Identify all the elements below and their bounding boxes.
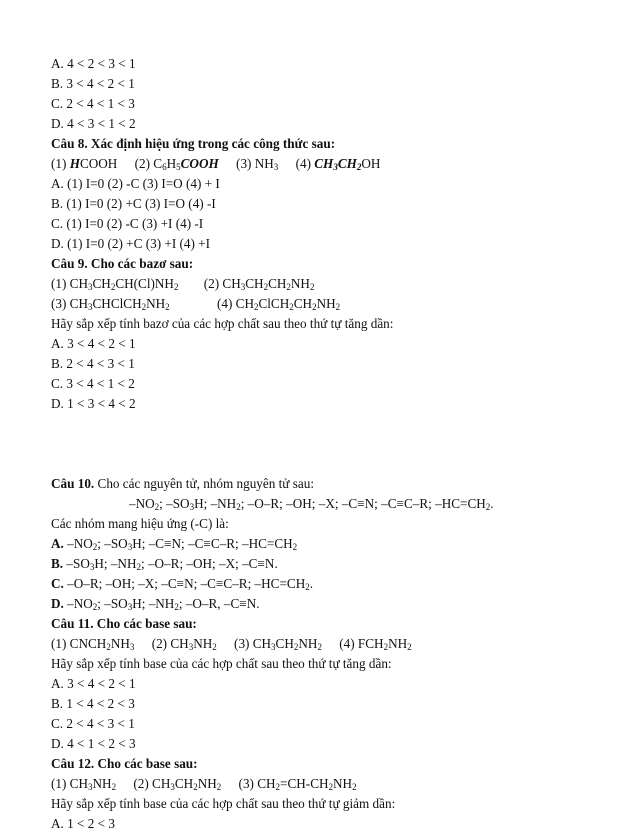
- q10-option-d: D. $-NO_2$; $-SO_3H$; $-NH_2$; –O–R, –C≡N.: [51, 596, 260, 612]
- prev-option-a: A. 4 < 2 < 3 < 1: [51, 56, 136, 71]
- q10-option-a: A. $-NO_2$; $-SO_3H$; –C≡N; –C≡C–R; $-HC=CH_2$: [51, 536, 298, 552]
- q11-option-c: C. 2 < 4 < 3 < 1: [51, 716, 135, 731]
- q11-prompt: Hãy sắp xếp tính base của các hợp chất sau theo thứ tự tăng dần:: [51, 656, 392, 671]
- q11-option-d: D. 4 < 1 < 2 < 3: [51, 736, 136, 751]
- q10-option-b: B. $-SO_3H$; $-NH_2$; –O–R; –OH; –X; –C≡N.: [51, 556, 278, 572]
- q9-option-d: D. 1 < 3 < 4 < 2: [51, 396, 136, 411]
- q9-compounds-row2: (3) $CH_3CHClCH_2NH_2$ (4) $CH_2ClCH_2CH_2NH_2$: [51, 296, 341, 312]
- prev-option-b: B. 3 < 4 < 2 < 1: [51, 76, 135, 91]
- prev-option-d: D. 4 < 3 < 1 < 2: [51, 116, 136, 131]
- q9-option-b: B. 2 < 4 < 3 < 1: [51, 356, 135, 371]
- q10-title: Câu 10. Cho các nguyên tử, nhóm nguyên tử sau:: [51, 476, 314, 491]
- q8-option-b: B. (1) I=0 (2) +C (3) I=O (4) -I: [51, 196, 216, 211]
- q12-compounds: (1) $CH_3NH_2$ (2) $CH_3CH_2NH_2$ (3) $CH_2=CH-CH_2NH_2$: [51, 776, 357, 792]
- q8-option-d: D. (1) I=0 (2) +C (3) +I (4) +I: [51, 236, 211, 251]
- q12-prompt: Hãy sắp xếp tính base của các hợp chất sau theo thứ tự giảm dần:: [51, 796, 396, 811]
- q9-option-a: A. 3 < 4 < 2 < 1: [51, 336, 136, 351]
- q12-option-a: A. 1 < 2 < 3: [51, 816, 115, 831]
- q8-option-a: A. (1) I=0 (2) -C (3) I=O (4) + I: [51, 176, 220, 191]
- q11-compounds: (1) $CNCH_2NH_3$ (2) $CH_3NH_2$ (3) $CH_3CH_2NH_2$ (4) $FCH_2NH_2$: [51, 636, 412, 652]
- q10-option-c: C. –O–R; –OH; –X; –C≡N; –C≡C–R; $-HC=CH_2$.: [51, 576, 314, 592]
- q9-prompt: Hãy sắp xếp tính bazơ của các hợp chất sau theo thứ tự tăng dần:: [51, 316, 394, 331]
- q11-option-b: B. 1 < 4 < 2 < 3: [51, 696, 135, 711]
- q10-prompt: Các nhóm mang hiệu ứng (-C) là:: [51, 516, 229, 531]
- q12-title: Câu 12. Cho các base sau:: [51, 756, 198, 771]
- q9-compounds-row1: (1) $CH_3CH_2CH(Cl)NH_2$ (2) $CH_3CH_2CH_2NH_2$: [51, 276, 315, 292]
- q11-option-a: A. 3 < 4 < 2 < 1: [51, 676, 136, 691]
- q9-title: Câu 9. Cho các bazơ sau:: [51, 256, 194, 271]
- q9-option-c: C. 3 < 4 < 1 < 2: [51, 376, 135, 391]
- q8-formulas: (1) HCOOH (2) $C_6H_5COOH$ (3) $NH_3$ (4) $CH_3CH_2OH$: [51, 156, 381, 172]
- q8-option-c: C. (1) I=0 (2) -C (3) +I (4) -I: [51, 216, 204, 231]
- q11-title: Câu 11. Cho các base sau:: [51, 616, 197, 631]
- q10-groups: $-NO_2$; $-SO_3H$; $-NH_2$; –O–R; –OH; –X; –C≡N; –C≡C–R; $-HC=CH_2$.: [129, 496, 494, 512]
- q8-title: Câu 8. Xác định hiệu ứng trong các công thức sau:: [51, 136, 336, 151]
- prev-option-c: C. 2 < 4 < 1 < 3: [51, 96, 135, 111]
